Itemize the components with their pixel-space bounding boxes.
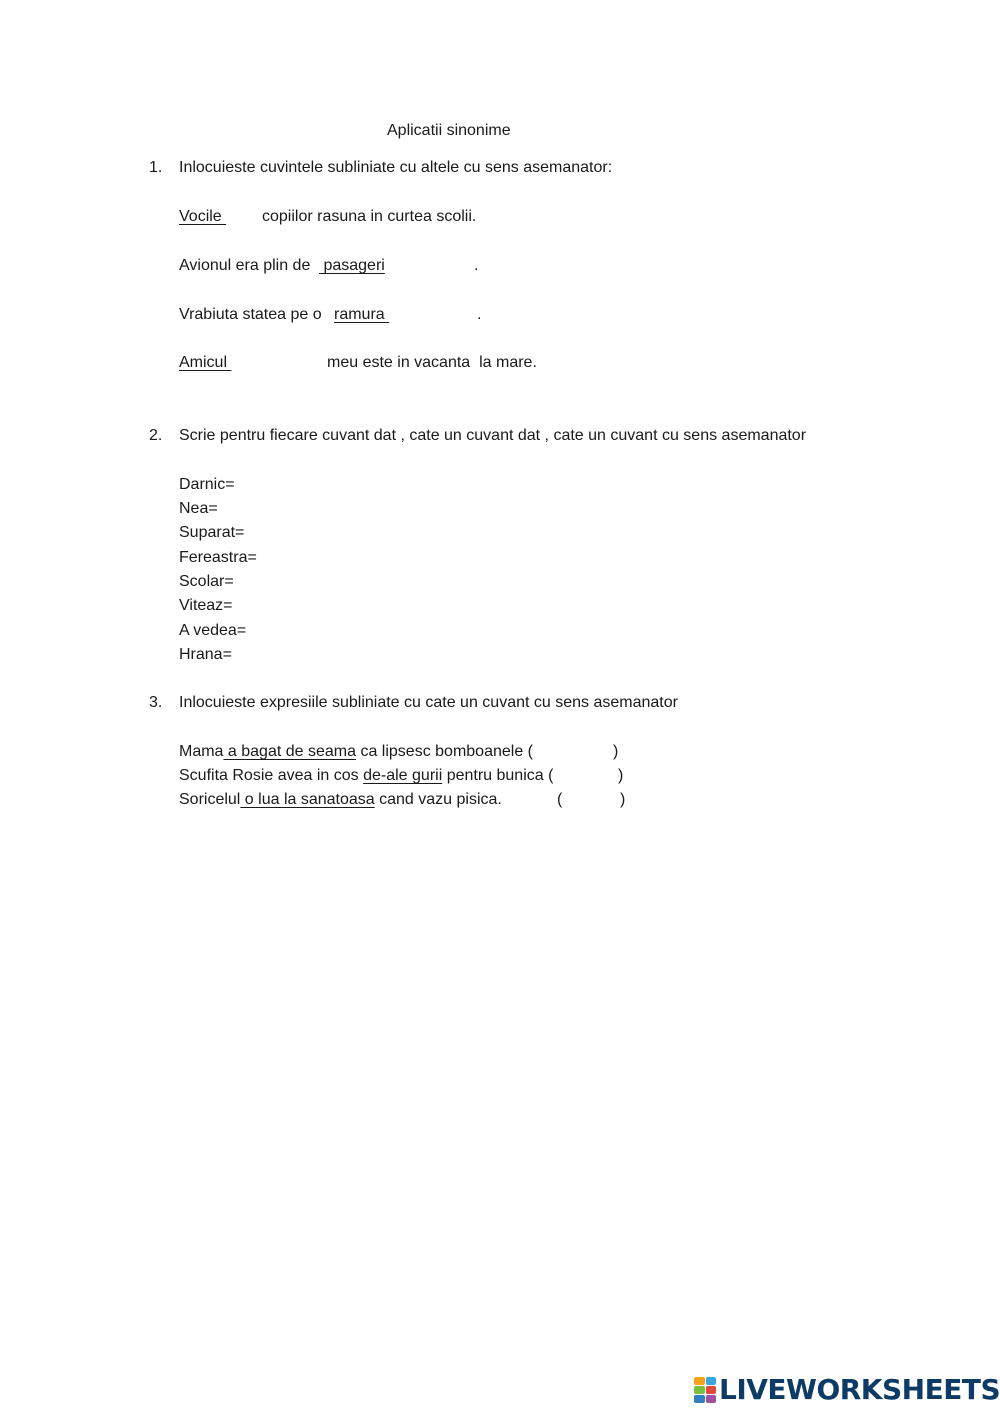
exercise-2-number: 2.: [149, 427, 163, 444]
exercise-1-instruction: Inlocuieste cuvintele subliniate cu altele cu sens asemanator:: [179, 159, 613, 176]
word-item: Scolar=: [179, 573, 234, 590]
liveworksheets-logo-text: LIVEWORKSHEETS: [719, 1373, 1000, 1406]
logo-tile: [694, 1377, 705, 1385]
exercise-3-number: 3.: [149, 694, 163, 711]
word-item: Viteaz=: [179, 597, 233, 614]
word-item: Fereastra=: [179, 549, 257, 566]
ex1-s3-tail: .: [477, 306, 482, 323]
ex1-s2-underlined: pasageri: [319, 257, 385, 274]
word-item: A vedea=: [179, 622, 247, 639]
ex3-sentence-1: [179, 742, 533, 762]
logo-tile: [694, 1386, 705, 1394]
ex3-s3-open: (: [557, 791, 563, 808]
word-item: Hrana=: [179, 646, 232, 663]
ex3-s1-post: ca lipsesc bomboanele (: [356, 743, 533, 760]
logo-tile: [706, 1377, 717, 1385]
ex3-s2-post: pentru bunica (: [442, 767, 554, 784]
logo-tile: [694, 1395, 705, 1403]
ex1-s1-tail: copiilor rasuna in curtea scolii.: [262, 208, 477, 225]
ex3-s2-pre: Scufita Rosie avea in cos: [179, 767, 364, 784]
word-item: Suparat=: [179, 524, 245, 541]
ex3-s2-close: ): [618, 767, 624, 784]
ex1-s1-underlined: Vocile: [179, 208, 227, 225]
ex1-s2-pre: Avionul era plin de: [179, 257, 311, 274]
ex3-s3-post: cand vazu pisica.: [374, 791, 502, 808]
word-item: Nea=: [179, 500, 218, 517]
ex1-s4-tail: meu este in vacanta la mare.: [327, 354, 537, 371]
ex1-s3-pre: Vrabiuta statea pe o: [179, 306, 327, 323]
ex1-s2-tail: .: [474, 257, 479, 274]
ex1-s3-underlined: ramura: [334, 306, 390, 323]
logo-tile: [706, 1386, 717, 1394]
page-title: Aplicatii sinonime: [387, 122, 511, 139]
ex3-s1-close: ): [613, 743, 619, 760]
ex3-s3-underlined: o lua la sanatoasa: [240, 791, 375, 808]
liveworksheets-logo-icon: [694, 1377, 716, 1403]
word-item: Darnic=: [179, 476, 235, 493]
exercise-3-instruction: Inlocuieste expresiile subliniate cu cate un cuvant cu sens asemanator: [179, 694, 678, 711]
ex3-s3-close: ): [620, 791, 626, 808]
ex3-sentence-2: [179, 766, 553, 786]
ex3-s2-underlined: de-ale gurii: [363, 767, 443, 784]
ex1-s4-underlined: Amicul: [179, 354, 232, 371]
ex3-s1-pre: Mama: [179, 743, 224, 760]
logo-tile: [706, 1395, 717, 1403]
ex3-sentence-3: [179, 790, 502, 810]
exercise-2-instruction: Scrie pentru fiecare cuvant dat , cate un cuvant dat , cate un cuvant cu sens asemanator: [179, 427, 807, 444]
liveworksheets-logo: [694, 1374, 1000, 1406]
exercise-1-number: 1.: [149, 159, 163, 176]
ex3-s1-underlined: a bagat de seama: [223, 743, 356, 760]
ex3-s3-pre: Soricelul: [179, 791, 241, 808]
